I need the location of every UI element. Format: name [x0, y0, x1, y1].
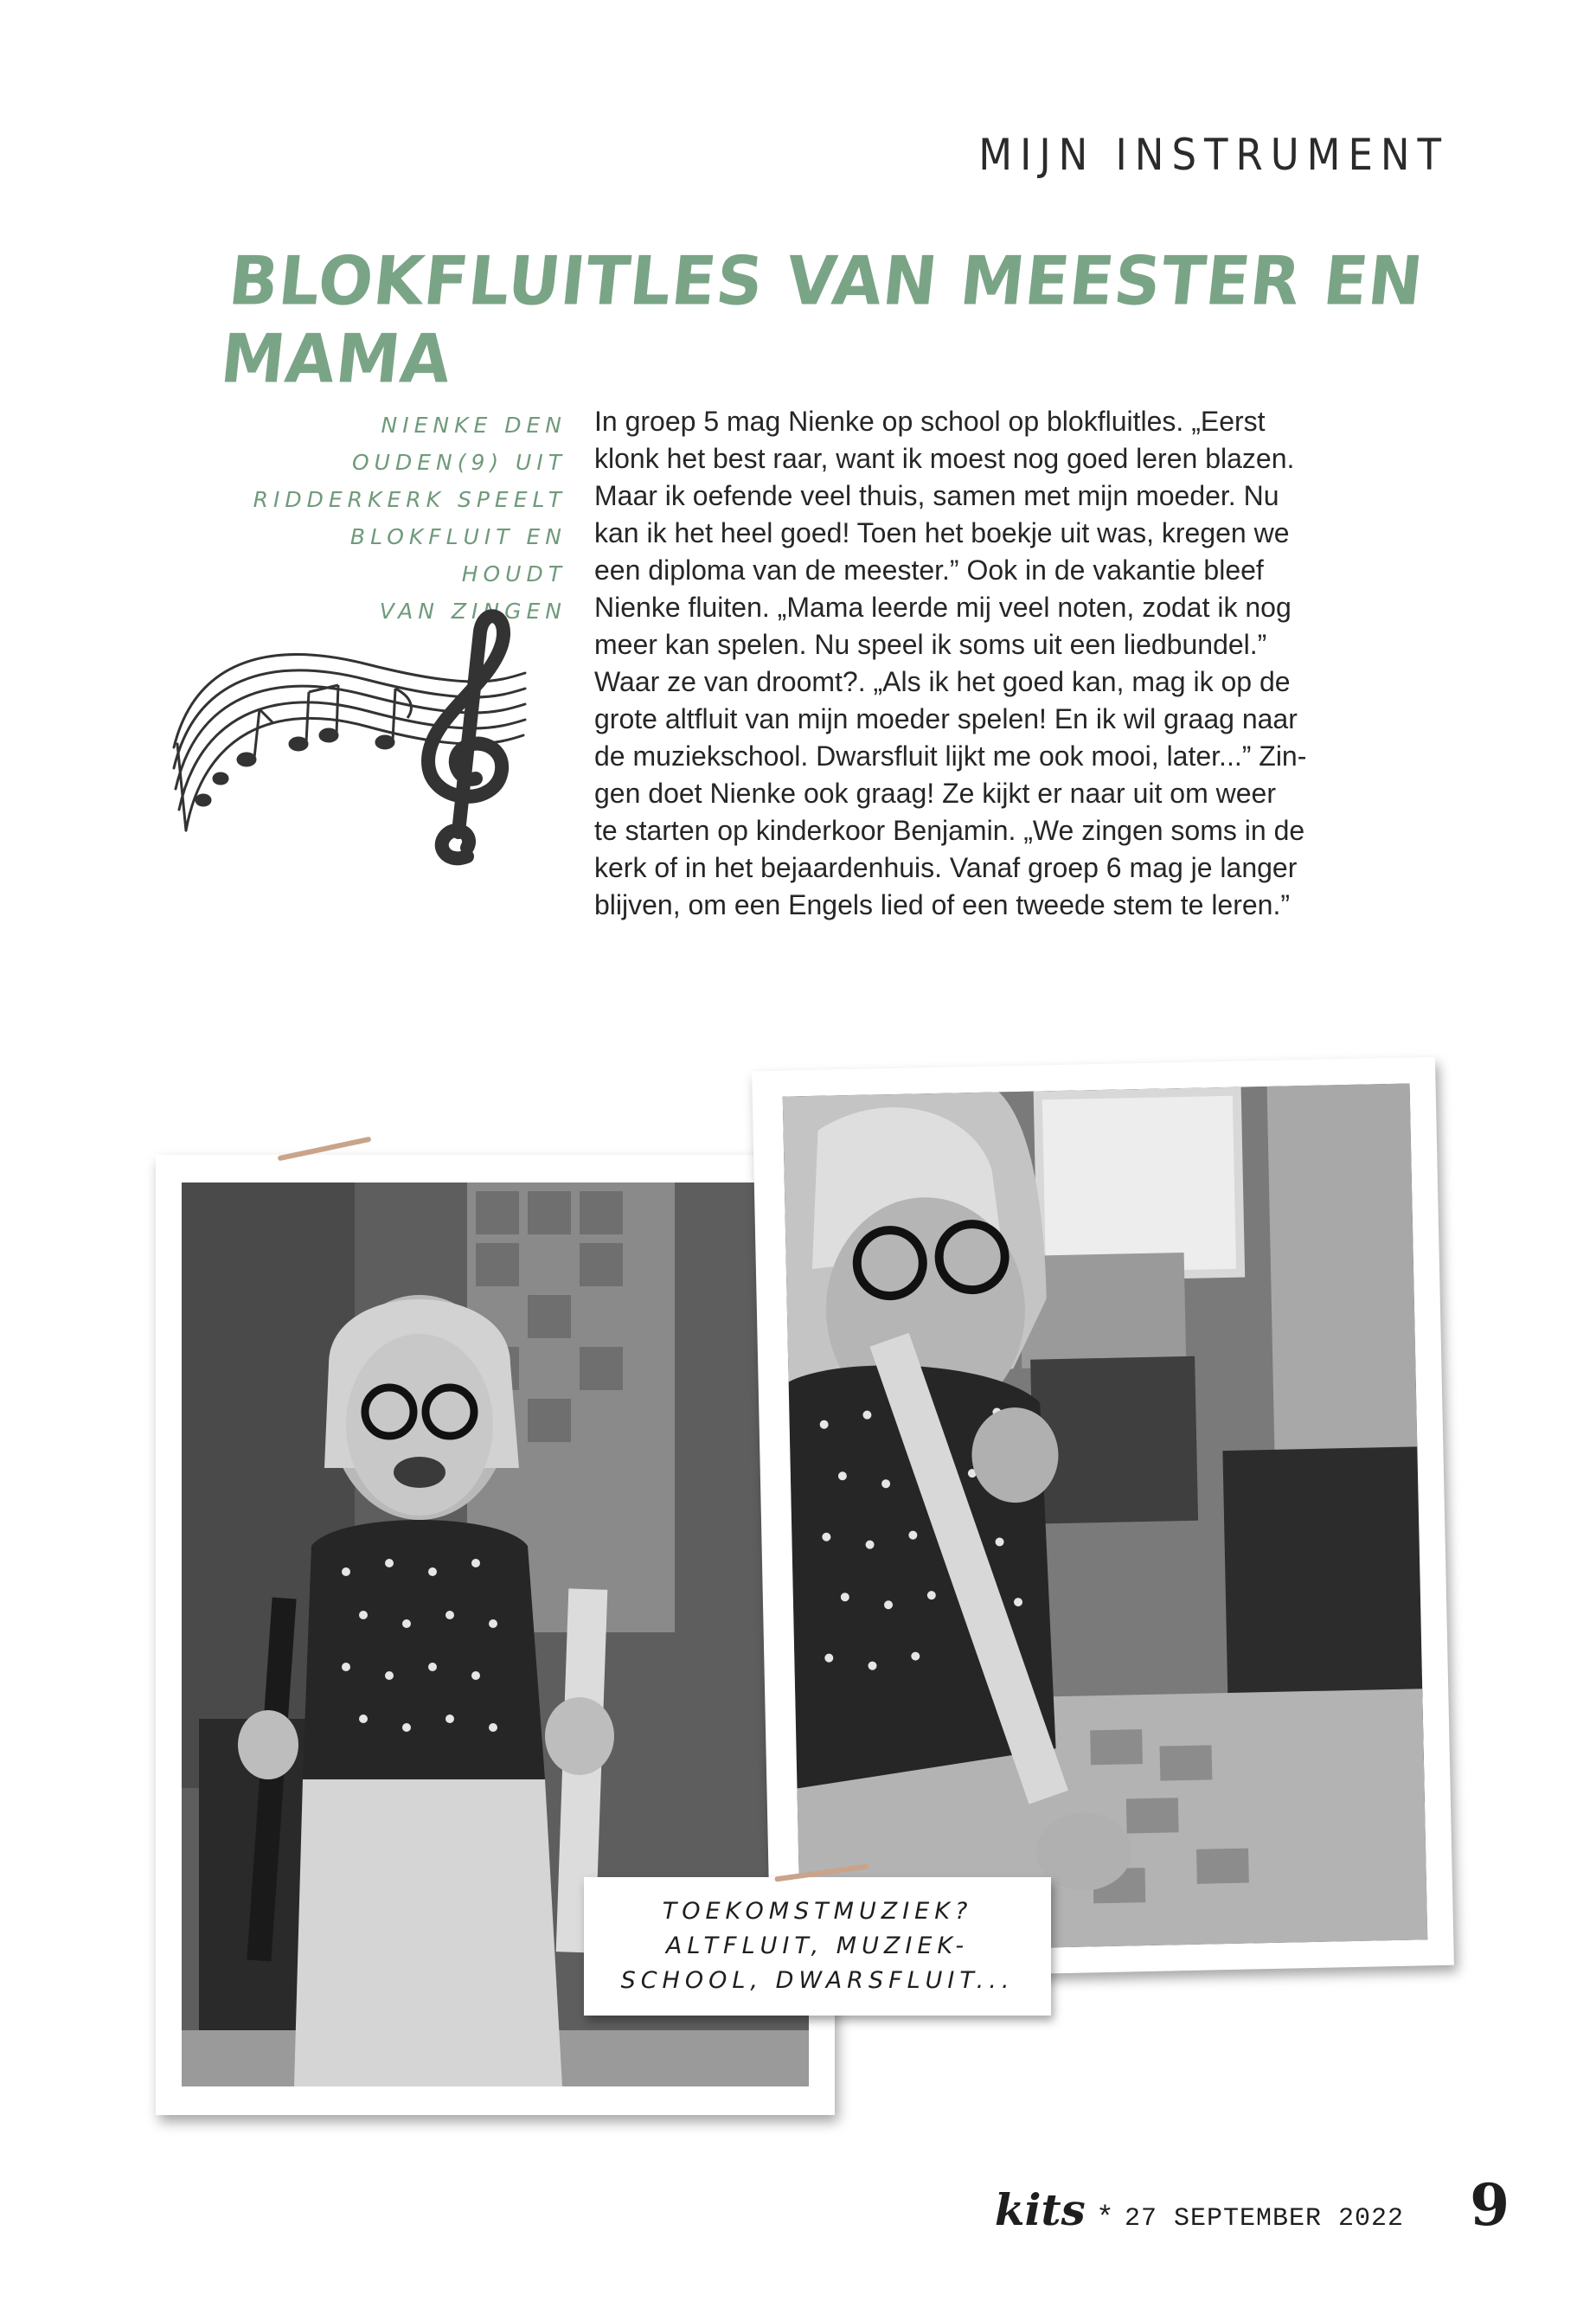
body-line: grote altfluit van mijn moeder spelen! En ik wil graag naar [594, 703, 1298, 734]
body-line: klonk het best raar, want ik moest nog goed leren blazen. [594, 443, 1295, 474]
page-number: 9 [1470, 2171, 1509, 2239]
photo-girl-playing-recorder [783, 1083, 1428, 1952]
footer-separator: * [1099, 2199, 1111, 2232]
body-line: meer kan spelen. Nu speel ik soms uit een liedbundel.” [594, 629, 1267, 660]
article-title: BLOKFLUITLES VAN MEESTER EN MAMA [217, 242, 1427, 399]
body-line: Nienke fluiten. „Mama leerde mij veel noten, zodat ik nog [594, 592, 1292, 623]
section-label: MIJN INSTRUMENT [978, 130, 1449, 180]
photo-caption [584, 1877, 1051, 2016]
body-line: kerk of in het bejaardenhuis. Vanaf groep 6 mag je langer [594, 852, 1298, 883]
caption-line: TOEKOMSTMUZIEK? [662, 1898, 973, 1925]
body-line: een diploma van de meester.” Ook in de vakantie bleef [594, 554, 1264, 586]
intro-line: BLOKFLUIT EN HOUDT [349, 524, 567, 586]
issue-date: 27 SEPTEMBER 2022 [1125, 2204, 1405, 2234]
body-line: kan ik het heel goed! Toen het boekje uit was, kregen we [594, 517, 1290, 548]
article-intro [238, 407, 567, 630]
caption-line: ALTFLUIT, MUZIEK- [665, 1932, 970, 1959]
body-line: te starten op kinderkoor Benjamin. „We zingen soms in de [594, 815, 1305, 846]
page-footer [995, 2171, 1509, 2239]
photo-tape [278, 1137, 372, 1162]
photo-card-right [752, 1057, 1454, 1979]
body-line: Maar ik oefende veel thuis, samen met mijn moeder. Nu [594, 480, 1279, 511]
body-line: blijven, om een Engels lied of een tweede stem te leren.” [594, 889, 1291, 920]
body-line: de muziekschool. Dwarsfluit lijkt me ook mooi, later...” Zin- [594, 740, 1307, 772]
body-line: Waar ze van droomt?. „Als ik het goed kan, mag ik op de [594, 666, 1291, 697]
intro-line: RIDDERKERK SPEELT [253, 487, 567, 512]
magazine-brand: kits [994, 2184, 1086, 2235]
intro-line: OUDEN(9) UIT [351, 450, 567, 475]
intro-line: VAN ZINGEN [379, 599, 567, 624]
body-line: gen doet Nienke ook graag! Ze kijkt er naar uit om weer [594, 778, 1276, 809]
body-line: In groep 5 mag Nienke op school op blokfluitles. „Eerst [594, 406, 1266, 437]
music-notes-icon [169, 606, 532, 882]
article-body [594, 403, 1377, 924]
intro-line: NIENKE DEN [381, 413, 567, 438]
caption-line: SCHOOL, DWARSFLUIT... [620, 1967, 1015, 1994]
